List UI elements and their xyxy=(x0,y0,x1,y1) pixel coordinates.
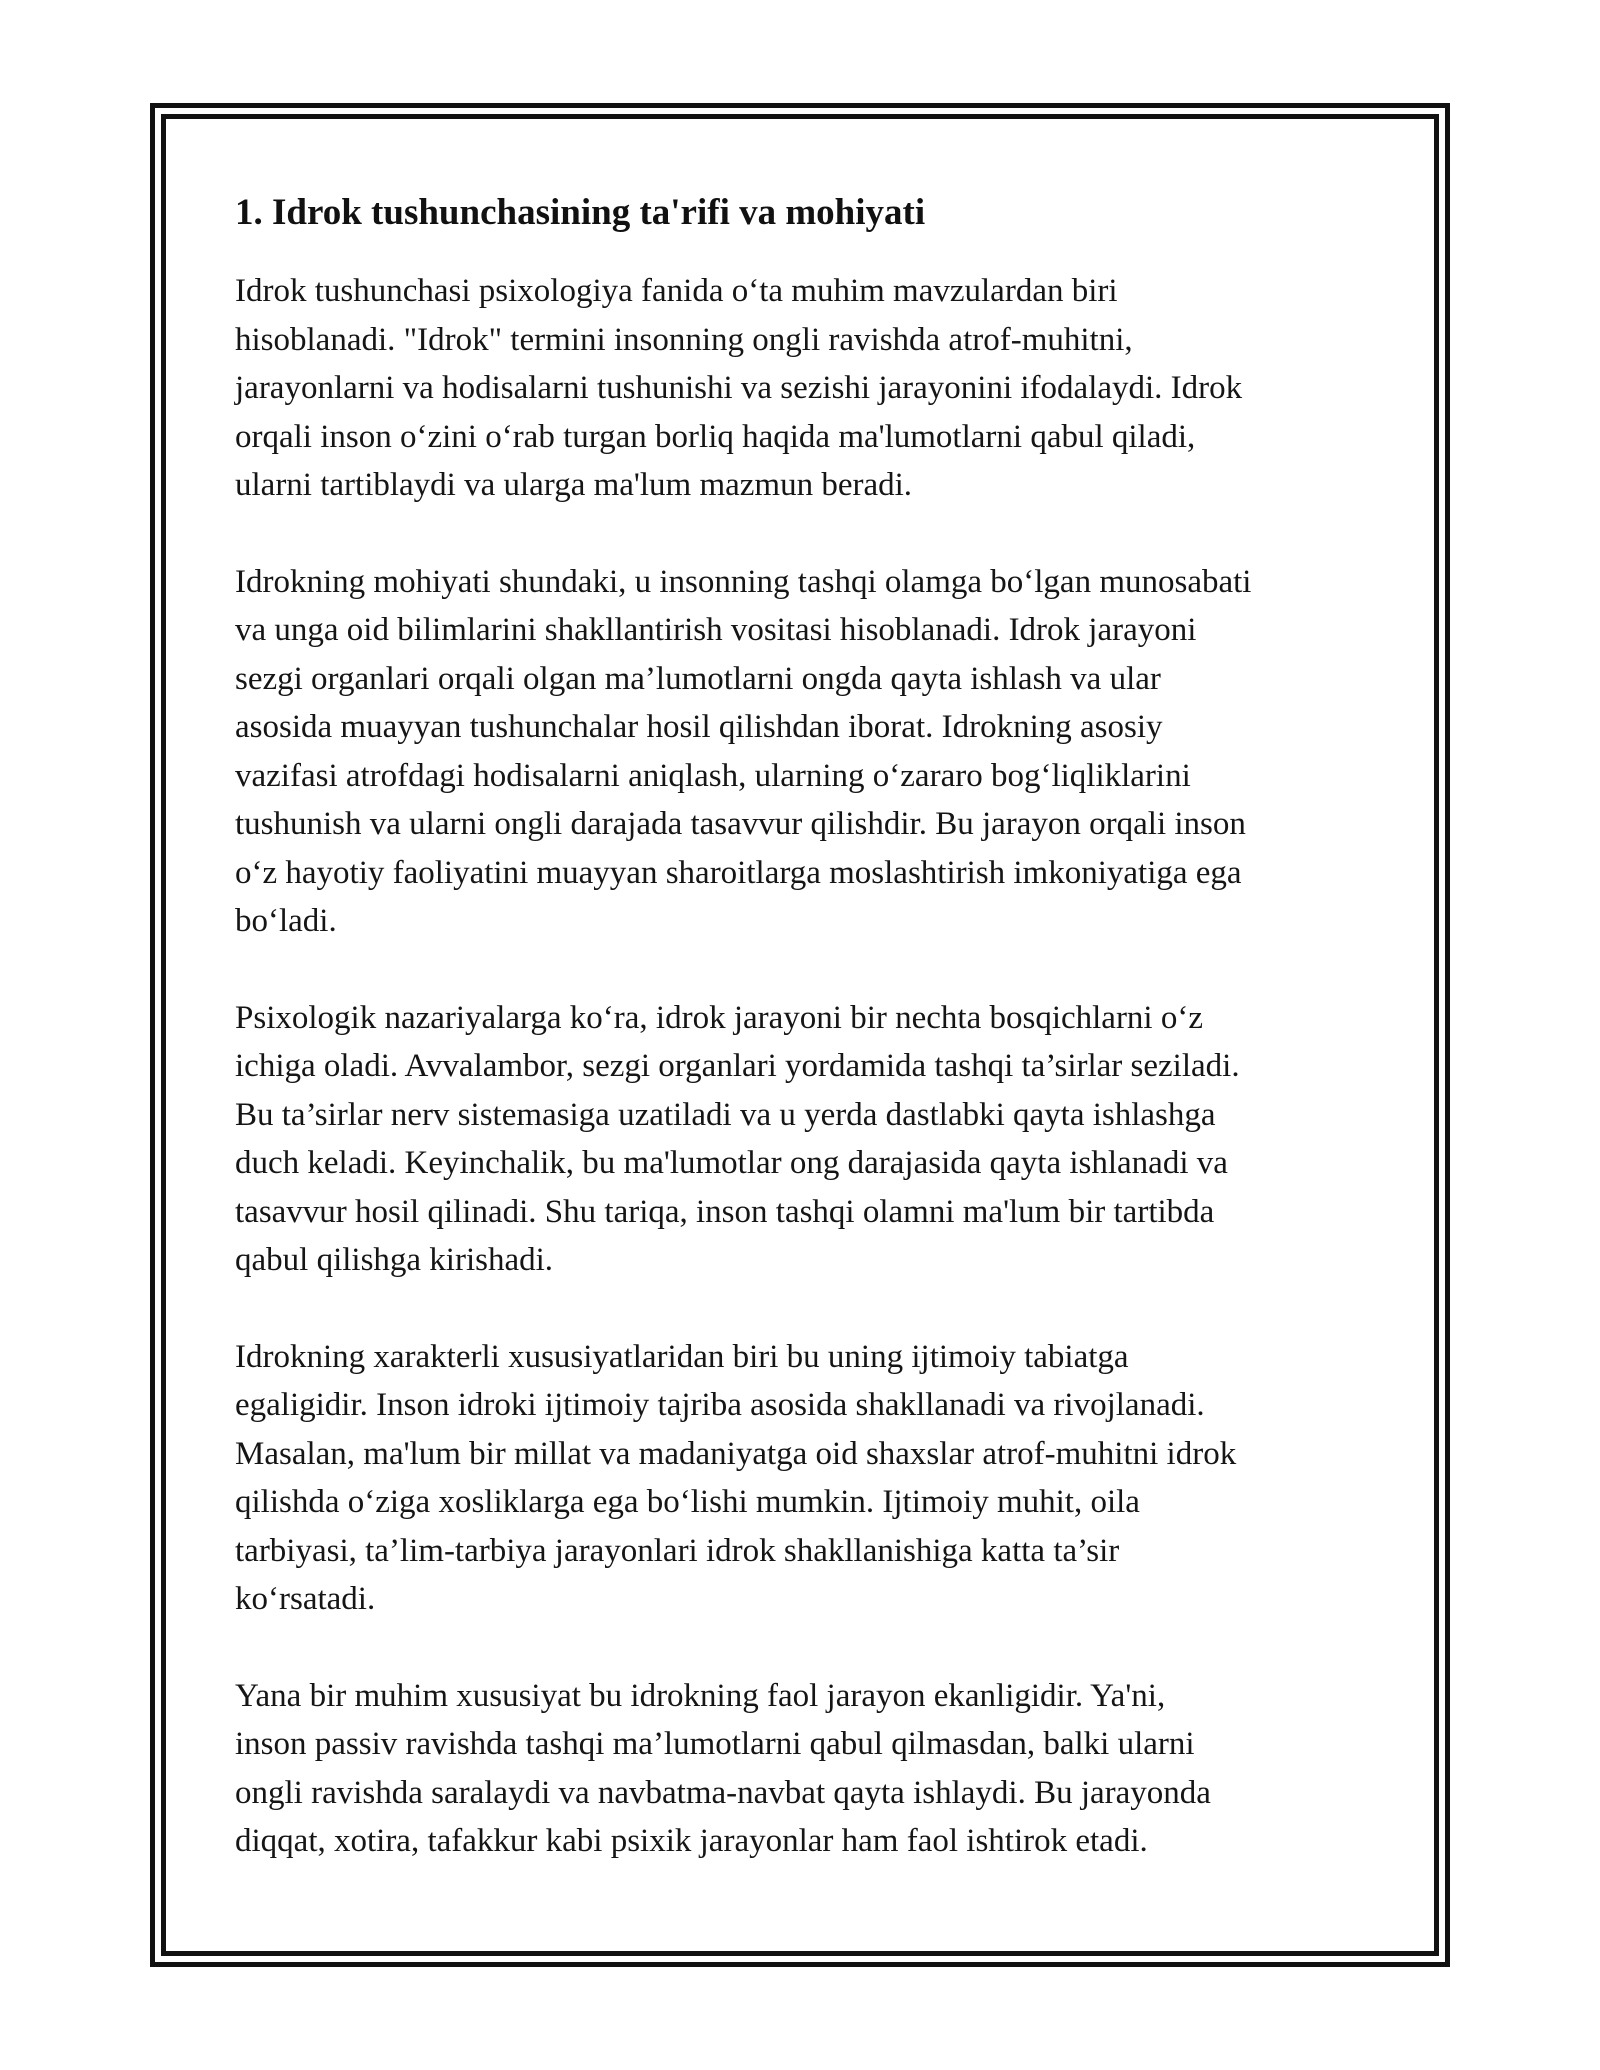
text-line: qilishda o‘ziga xosliklarga ega bo‘lishi mumkin. Ijtimoiy muhit, oila xyxy=(235,1484,1140,1520)
text-line: hisoblanadi. "Idrok" termini insonning ongli ravishda atrof-muhitni, xyxy=(235,321,1133,358)
text-line: tarbiyasi, ta’lim-tarbiya jarayonlari idrok shakllanishiga katta ta’sir xyxy=(235,1532,1120,1569)
text-line: ularni tartiblaydi va ularga ma'lum mazmun beradi. xyxy=(235,467,913,503)
text-line: o‘z hayotiy faoliyatini muayyan sharoitlarga moslashtirish imkoniyatiga ega xyxy=(235,854,1242,891)
text-line: qabul qilishga kirishadi. xyxy=(235,1242,554,1278)
paragraph-1 xyxy=(235,267,1375,510)
text-line: Idrok tushunchasi psixologiya fanida o‘ta muhim mavzulardan biri xyxy=(235,273,1118,309)
text-line: Yana bir muhim xususiyat bu idrokning faol jarayon ekanligidir. Ya'ni, xyxy=(235,1677,1166,1714)
text-line: bo‘ladi. xyxy=(235,903,337,939)
text-line: egaligidir. Inson idroki ijtimoiy tajriba asosida shakllanadi va rivojlanadi. xyxy=(235,1387,1205,1423)
text-line: ongli ravishda saralaydi va navbatma-navbat qayta ishlaydi. Bu jarayonda xyxy=(235,1774,1211,1811)
text-line: duch keladi. Keyinchalik, bu ma'lumotlar ong darajasida qayta ishlanadi va xyxy=(235,1145,1228,1181)
text-line: Idrokning xarakterli xususiyatlaridan biri bu uning ijtimoiy tabiatga xyxy=(235,1338,1129,1375)
text-line: tushunish va ularni ongli darajada tasavvur qilishdir. Bu jarayon orqali inson xyxy=(235,806,1246,842)
text-line: asosida muayyan tushunchalar hosil qilishdan iborat. Idrokning asosiy xyxy=(235,709,1163,745)
text-line: ko‘rsatadi. xyxy=(235,1581,376,1617)
text-line: Idrokning mohiyati shundaki, u insonning tashqi olamga bo‘lgan munosabati xyxy=(235,563,1252,600)
text-line: ichiga oladi. Avvalambor, sezgi organlari yordamida tashqi ta’sirlar seziladi. xyxy=(235,1048,1240,1084)
section-heading: 1. Idrok tushunchasining ta'rifi va mohiyati xyxy=(235,192,926,233)
text-line: orqali inson o‘zini o‘rab turgan borliq haqida ma'lumotlarni qabul qiladi, xyxy=(235,418,1196,455)
text-line: Bu ta’sirlar nerv sistemasiga uzatiladi va u yerda dastlabki qayta ishlashga xyxy=(235,1096,1216,1133)
text-line: Masalan, ma'lum bir millat va madaniyatga oid shaxslar atrof-muhitni idrok xyxy=(235,1435,1237,1472)
paragraph-4 xyxy=(235,1333,1375,1624)
paragraph-2 xyxy=(235,558,1375,946)
text-line: sezgi organlari orqali olgan ma’lumotlarni ongda qayta ishlash va ular xyxy=(235,660,1161,697)
text-line: diqqat, xotira, tafakkur kabi psixik jarayonlar ham faol ishtirok etadi. xyxy=(235,1823,1148,1859)
paragraph-5 xyxy=(235,1672,1375,1866)
text-line: tasavvur hosil qilinadi. Shu tariqa, inson tashqi olamni ma'lum bir tartibda xyxy=(235,1193,1215,1230)
text-line: Psixologik nazariyalarga ko‘ra, idrok jarayoni bir nechta bosqichlarni o‘z xyxy=(235,999,1203,1036)
text-line: va unga oid bilimlarini shakllantirish vositasi hisoblanadi. Idrok jarayoni xyxy=(235,612,1197,648)
paragraph-3 xyxy=(235,994,1375,1285)
text-line: vazifasi atrofdagi hodisalarni aniqlash, ularning o‘zararo bog‘liqliklarini xyxy=(235,757,1191,794)
text-line: jarayonlarni va hodisalarni tushunishi va sezishi jarayonini ifodalaydi. Idrok xyxy=(235,370,1243,406)
text-line: inson passiv ravishda tashqi ma’lumotlarni qabul qilmasdan, balki ularni xyxy=(235,1726,1195,1762)
document-body xyxy=(235,185,1375,1914)
